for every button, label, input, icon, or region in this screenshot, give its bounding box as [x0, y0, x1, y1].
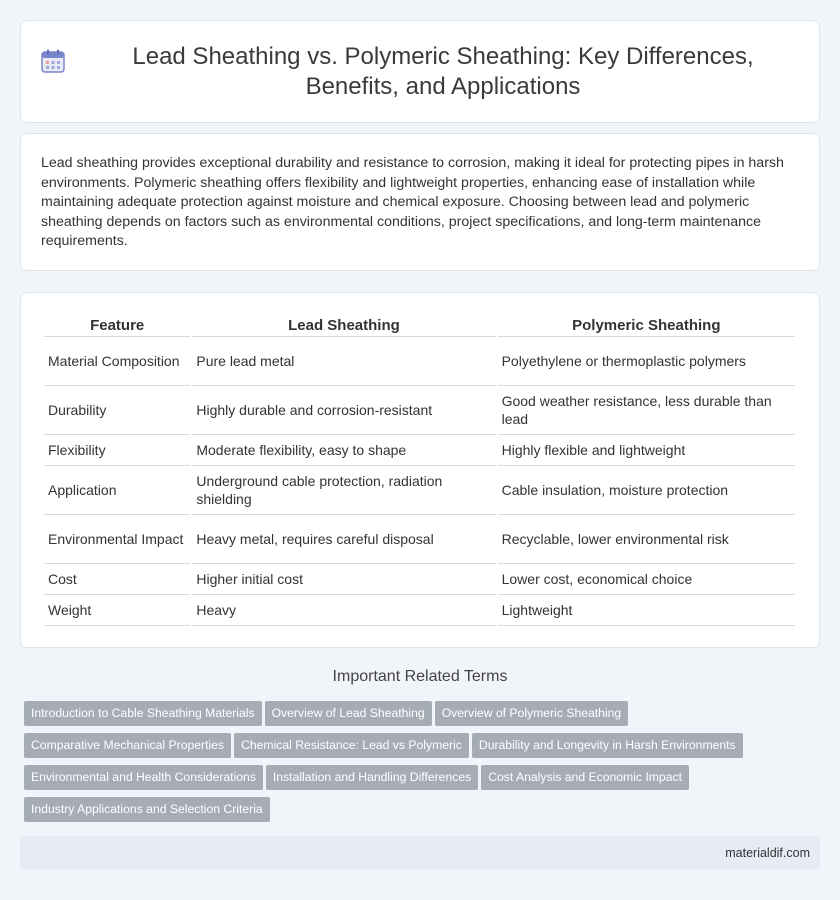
- polymeric-cell: Highly flexible and lightweight: [498, 435, 795, 466]
- footer: [20, 836, 820, 870]
- lead-cell: Moderate flexibility, easy to shape: [192, 435, 495, 466]
- table-row: [44, 595, 795, 626]
- feature-cell: Durability: [44, 386, 190, 435]
- related-terms-title: Important Related Terms: [332, 668, 508, 685]
- intro-paragraph: Lead sheathing provides exceptional durability and resistance to corrosion, making it ideal for protecting pipes in harsh environments. Polymeric sheathing offers flexibility and lightweight properties, enhancing ease of installation while maintaining adequate protection against moisture and chemical exposure. Choosing between lead and polymeric sheathing depends on factors such as environmental conditions, project specifications, and long-term maintenance requirements.: [41, 155, 784, 249]
- lead-cell: Highly durable and corrosion-resistant: [192, 386, 495, 435]
- related-term-tag[interactable]: Installation and Handling Differences: [266, 765, 478, 790]
- related-term-tag[interactable]: Durability and Longevity in Harsh Environments: [472, 733, 743, 758]
- table-row: [44, 515, 795, 564]
- comparison-table: [42, 311, 797, 626]
- feature-cell: Cost: [44, 564, 190, 595]
- related-term-tag[interactable]: Overview of Lead Sheathing: [265, 701, 432, 726]
- table-row: [44, 337, 795, 386]
- lead-cell: Underground cable protection, radiation shielding: [192, 466, 495, 515]
- related-term-tag[interactable]: Introduction to Cable Sheathing Materials: [24, 701, 262, 726]
- header-feature: Feature: [44, 311, 190, 337]
- polymeric-cell: Good weather resistance, less durable than lead: [498, 386, 795, 435]
- footer-site-link[interactable]: materialdif.com: [725, 846, 810, 860]
- feature-cell: Material Composition: [44, 337, 190, 386]
- comparison-table-card: [20, 292, 820, 648]
- table-row: [44, 466, 795, 515]
- related-term-tag[interactable]: Environmental and Health Considerations: [24, 765, 263, 790]
- polymeric-cell: Recyclable, lower environmental risk: [498, 515, 795, 564]
- feature-cell: Flexibility: [44, 435, 190, 466]
- table-row: [44, 386, 795, 435]
- intro-card: [20, 133, 820, 271]
- polymeric-cell: Lightweight: [498, 595, 795, 626]
- table-header-row: [44, 311, 795, 337]
- feature-cell: Weight: [44, 595, 190, 626]
- polymeric-cell: Cable insulation, moisture protection: [498, 466, 795, 515]
- table-row: [44, 435, 795, 466]
- related-term-tag[interactable]: Comparative Mechanical Properties: [24, 733, 231, 758]
- page-title: Lead Sheathing vs. Polymeric Sheathing: Key Differences, Benefits, and Applications: [132, 42, 754, 100]
- related-term-tag[interactable]: Chemical Resistance: Lead vs Polymeric: [234, 733, 469, 758]
- header-polymeric-sheathing: Polymeric Sheathing: [498, 311, 795, 337]
- polymeric-cell: Lower cost, economical choice: [498, 564, 795, 595]
- lead-cell: Heavy metal, requires careful disposal: [192, 515, 495, 564]
- lead-cell: Higher initial cost: [192, 564, 495, 595]
- related-terms-list: [24, 701, 804, 829]
- header-card: [20, 20, 820, 123]
- header-lead-sheathing: Lead Sheathing: [192, 311, 495, 337]
- related-term-tag[interactable]: Overview of Polymeric Sheathing: [435, 701, 629, 726]
- feature-cell: Application: [44, 466, 190, 515]
- feature-cell: Environmental Impact: [44, 515, 190, 564]
- calendar-icon: [40, 48, 66, 74]
- lead-cell: Heavy: [192, 595, 495, 626]
- related-term-tag[interactable]: Cost Analysis and Economic Impact: [481, 765, 689, 790]
- polymeric-cell: Polyethylene or thermoplastic polymers: [498, 337, 795, 386]
- related-term-tag[interactable]: Industry Applications and Selection Criteria: [24, 797, 270, 822]
- table-row: [44, 564, 795, 595]
- lead-cell: Pure lead metal: [192, 337, 495, 386]
